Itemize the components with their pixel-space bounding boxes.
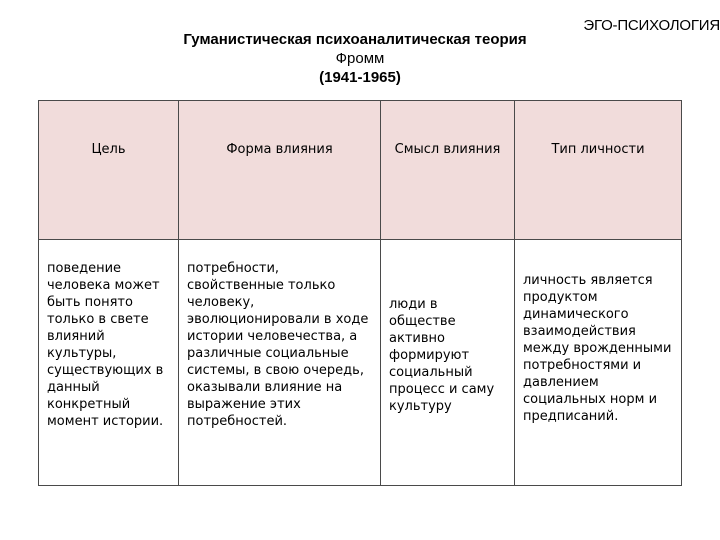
page-title: Гуманистическая психоаналитическая теория — [183, 31, 527, 48]
date-range: (1941-1965) — [319, 69, 401, 86]
corner-label: ЭГО-ПСИХОЛОГИЯ — [583, 17, 720, 34]
table-row — [39, 240, 682, 486]
column-header-influence-form: Форма влияния — [179, 101, 381, 240]
cell-influence-form: потребности, свойственные только человеку, эволюционировали в ходе истории человечества, а различные социальные системы, в свою очередь, оказывали влияние на выражение этих потребностей. — [179, 240, 381, 486]
cell-personality-type: личность является продуктом динамического взаимодействия между врожденными потребностями и давлением социальных норм и предписаний. — [515, 240, 682, 486]
theory-table — [38, 100, 682, 486]
title-block — [0, 30, 720, 87]
column-header-influence-meaning: Смысл влияния — [381, 101, 515, 240]
author-name: Фромм — [335, 50, 385, 67]
column-header-goal: Цель — [39, 101, 179, 240]
cell-influence-meaning: люди в обществе активно формируют социальный процесс и саму культуру — [381, 240, 515, 486]
column-header-personality-type: Тип личности — [515, 101, 682, 240]
cell-goal: поведение человека может быть понято только в свете влияний культуры, существующих в данный конкретный момент истории. — [39, 240, 179, 486]
table-header-row — [39, 101, 682, 240]
